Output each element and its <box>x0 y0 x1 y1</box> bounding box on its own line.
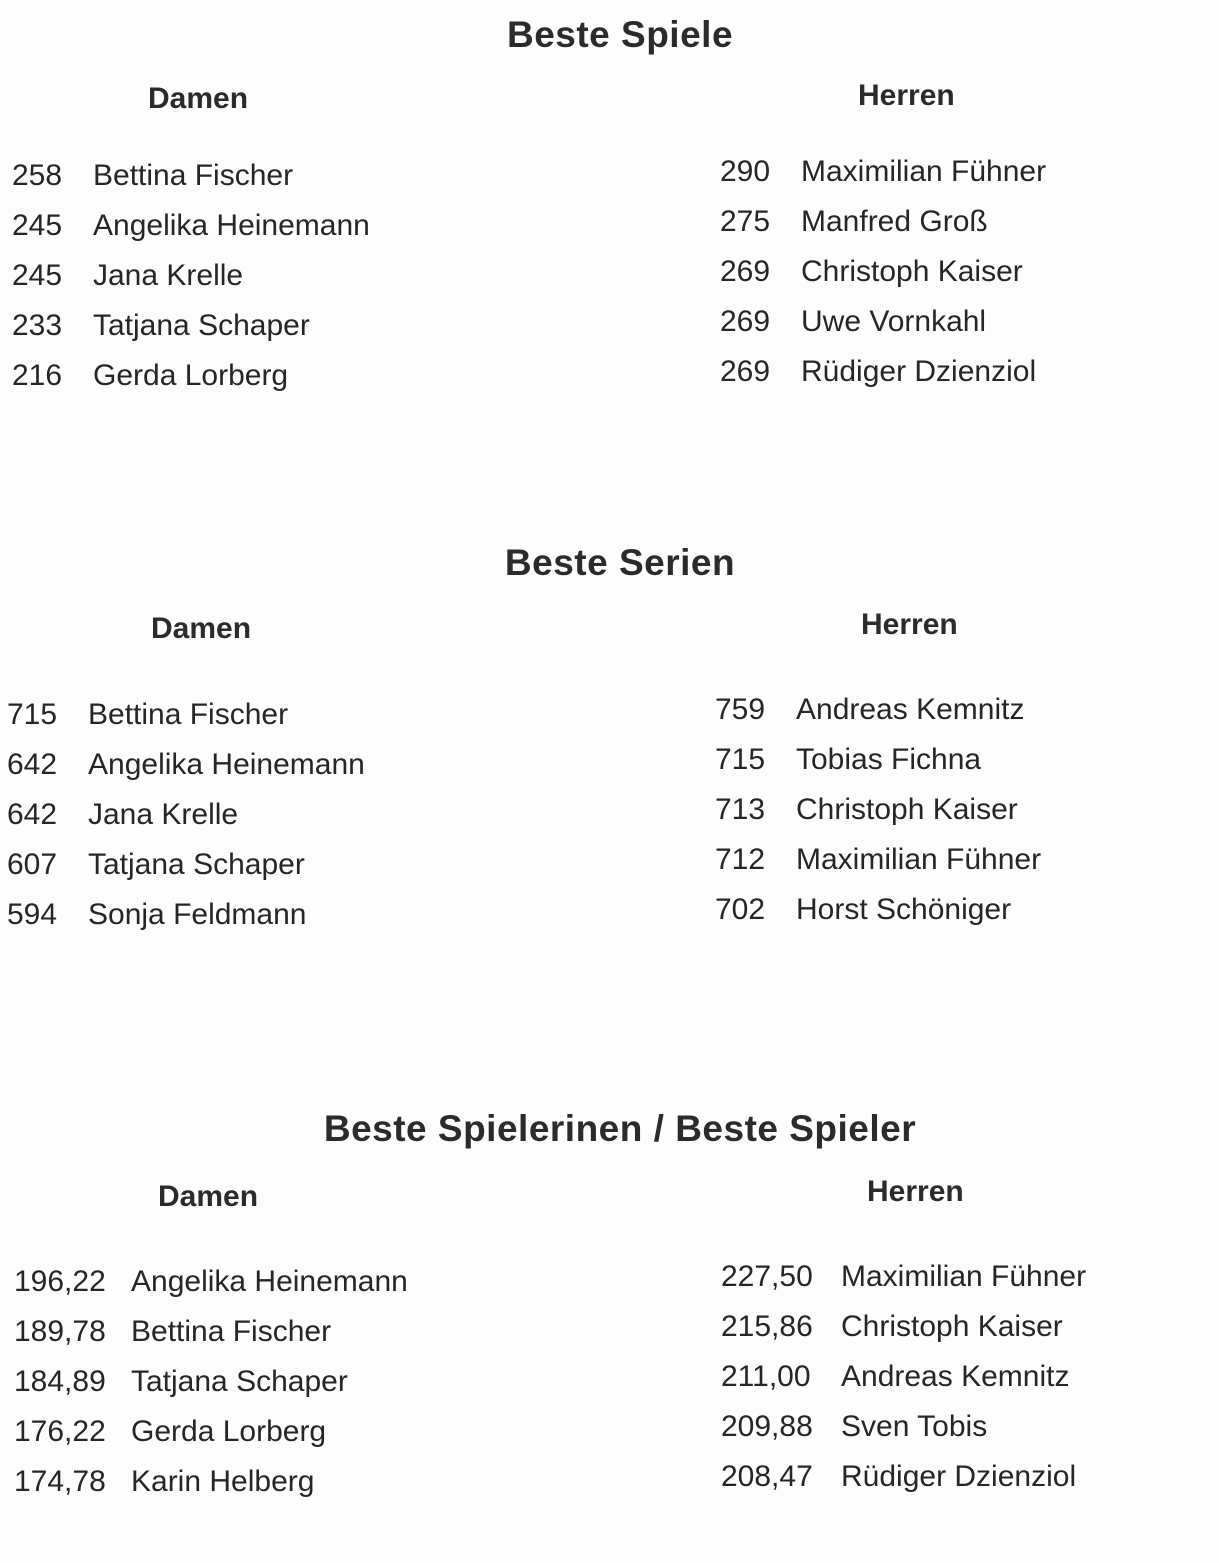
list-item <box>721 1352 1086 1402</box>
average-value: 176,22 <box>14 1415 106 1448</box>
score-value: 258 <box>12 159 63 192</box>
player-name: Tatjana Schaper <box>93 309 310 342</box>
player-name: Andreas Kemnitz <box>841 1360 1070 1393</box>
list-item <box>7 740 365 790</box>
player-name: Maximilian Fühner <box>796 843 1042 876</box>
score-value: 216 <box>12 359 63 392</box>
player-name: Gerda Lorberg <box>131 1415 327 1448</box>
herren-list-beste-serien <box>715 685 1041 935</box>
damen-list-beste-spielerinen <box>14 1257 408 1507</box>
player-name: Angelika Heinemann <box>131 1265 408 1298</box>
list-item <box>720 347 1046 397</box>
score-value: 759 <box>715 693 766 726</box>
average-value: 209,88 <box>721 1410 813 1443</box>
list-item <box>7 790 365 840</box>
section-title-beste-spiele: Beste Spiele <box>506 14 734 55</box>
list-item <box>721 1402 1086 1452</box>
player-name: Bettina Fischer <box>93 159 294 192</box>
list-item <box>720 247 1046 297</box>
damen-heading: Damen <box>158 1180 259 1213</box>
herren-heading: Herren <box>867 1175 964 1208</box>
list-item <box>7 890 365 940</box>
list-item <box>721 1452 1086 1502</box>
player-name: Uwe Vornkahl <box>801 305 987 338</box>
list-item <box>12 151 370 201</box>
list-item <box>14 1357 408 1407</box>
player-name: Karin Helberg <box>131 1465 315 1498</box>
score-value: 275 <box>720 205 771 238</box>
list-item <box>12 251 370 301</box>
player-name: Bettina Fischer <box>131 1315 332 1348</box>
average-value: 184,89 <box>14 1365 106 1398</box>
player-name: Horst Schöniger <box>796 893 1012 926</box>
score-value: 245 <box>12 209 63 242</box>
score-value: 245 <box>12 259 63 292</box>
average-value: 196,22 <box>14 1265 106 1298</box>
list-item <box>715 785 1041 835</box>
damen-list-beste-spiele <box>12 151 370 401</box>
list-item <box>12 301 370 351</box>
list-item <box>721 1302 1086 1352</box>
score-value: 715 <box>715 743 766 776</box>
player-name: Tatjana Schaper <box>88 848 305 881</box>
score-value: 715 <box>7 698 58 731</box>
player-name: Andreas Kemnitz <box>796 693 1025 726</box>
player-name: Angelika Heinemann <box>88 748 365 781</box>
player-name: Christoph Kaiser <box>801 255 1023 288</box>
damen-heading: Damen <box>151 612 252 645</box>
player-name: Jana Krelle <box>93 259 244 292</box>
list-item <box>720 297 1046 347</box>
list-item <box>720 147 1046 197</box>
player-name: Maximilian Fühner <box>841 1260 1087 1293</box>
list-item <box>14 1307 408 1357</box>
list-item <box>14 1457 408 1507</box>
average-value: 208,47 <box>721 1460 813 1493</box>
player-name: Sonja Feldmann <box>88 898 307 931</box>
player-name: Jana Krelle <box>88 798 239 831</box>
list-item <box>720 197 1046 247</box>
list-item <box>721 1252 1086 1302</box>
score-value: 712 <box>715 843 766 876</box>
list-item <box>715 735 1041 785</box>
average-value: 189,78 <box>14 1315 106 1348</box>
player-name: Christoph Kaiser <box>841 1310 1063 1343</box>
score-value: 642 <box>7 748 58 781</box>
damen-list-beste-serien <box>7 690 365 940</box>
score-value: 290 <box>720 155 771 188</box>
player-name: Rüdiger Dzienziol <box>801 355 1037 388</box>
score-value: 269 <box>720 355 771 388</box>
herren-heading: Herren <box>858 79 955 112</box>
score-value: 607 <box>7 848 58 881</box>
herren-list-beste-spieler <box>721 1252 1086 1502</box>
score-value: 269 <box>720 255 771 288</box>
player-name: Gerda Lorberg <box>93 359 289 392</box>
average-value: 174,78 <box>14 1465 106 1498</box>
average-value: 215,86 <box>721 1310 813 1343</box>
score-value: 233 <box>12 309 63 342</box>
score-value: 713 <box>715 793 766 826</box>
score-value: 594 <box>7 898 58 931</box>
section-title-beste-spieler: Beste Spielerinen / Beste Spieler <box>323 1108 917 1149</box>
player-name: Manfred Groß <box>801 205 988 238</box>
herren-heading: Herren <box>861 608 958 641</box>
player-name: Sven Tobis <box>841 1410 988 1443</box>
average-value: 227,50 <box>721 1260 813 1293</box>
list-item <box>12 201 370 251</box>
herren-list-beste-spiele <box>720 147 1046 397</box>
list-item <box>7 690 365 740</box>
list-item <box>715 885 1041 935</box>
list-item <box>14 1257 408 1307</box>
player-name: Tobias Fichna <box>796 743 982 776</box>
list-item <box>7 840 365 890</box>
list-item <box>12 351 370 401</box>
score-value: 642 <box>7 798 58 831</box>
score-value: 269 <box>720 305 771 338</box>
average-value: 211,00 <box>721 1360 811 1393</box>
score-value: 702 <box>715 893 766 926</box>
player-name: Tatjana Schaper <box>131 1365 348 1398</box>
player-name: Maximilian Fühner <box>801 155 1047 188</box>
player-name: Bettina Fischer <box>88 698 289 731</box>
list-item <box>715 835 1041 885</box>
section-title-beste-serien: Beste Serien <box>504 542 736 583</box>
list-item <box>14 1407 408 1457</box>
damen-heading: Damen <box>148 82 249 115</box>
player-name: Angelika Heinemann <box>93 209 370 242</box>
player-name: Christoph Kaiser <box>796 793 1018 826</box>
player-name: Rüdiger Dzienziol <box>841 1460 1077 1493</box>
list-item <box>715 685 1041 735</box>
